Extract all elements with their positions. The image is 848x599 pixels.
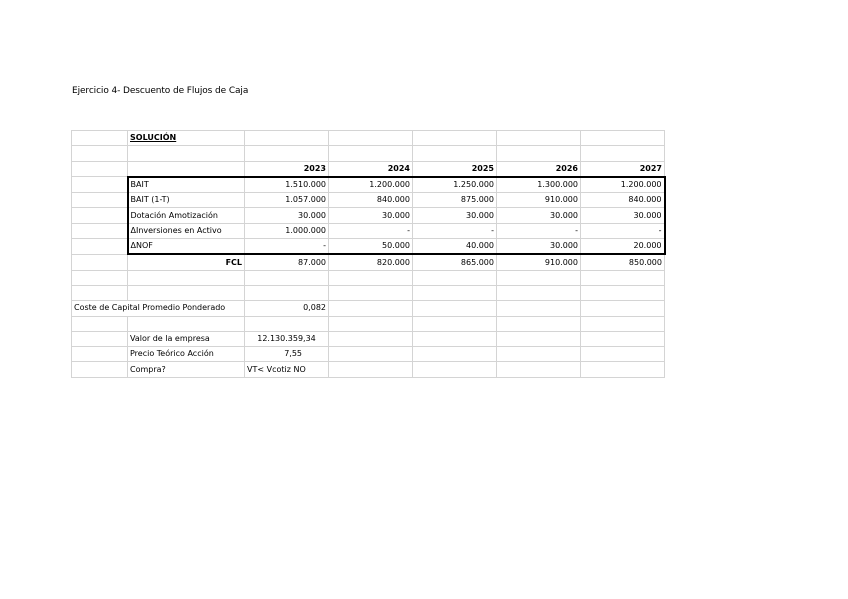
year-header[interactable]: 2024	[329, 161, 413, 177]
cell[interactable]	[329, 347, 413, 362]
firm-value-row	[72, 331, 665, 346]
cell[interactable]	[581, 301, 665, 316]
cell[interactable]	[245, 270, 329, 285]
fcl-value[interactable]: 820.000	[329, 254, 413, 270]
cell[interactable]	[413, 362, 497, 377]
firm-value[interactable]: 12.130.359,34	[245, 331, 329, 346]
table-row	[72, 131, 665, 146]
value-cell[interactable]: 30.000	[497, 239, 581, 255]
cell[interactable]	[581, 347, 665, 362]
cell[interactable]	[413, 331, 497, 346]
cell[interactable]	[329, 146, 413, 161]
cell[interactable]	[581, 362, 665, 377]
fcl-row	[72, 254, 665, 270]
cell[interactable]	[128, 146, 245, 161]
years-row	[72, 161, 665, 177]
table-row	[72, 208, 665, 223]
cell[interactable]	[329, 301, 413, 316]
table-row	[72, 270, 665, 285]
cell[interactable]	[245, 131, 329, 146]
value-cell[interactable]: 30.000	[581, 208, 665, 223]
table-row	[72, 177, 665, 193]
cell[interactable]	[72, 285, 128, 300]
value-cell[interactable]: -	[245, 239, 329, 255]
value-cell[interactable]: 1.200.000	[581, 177, 665, 193]
page-title: Ejercicio 4- Descuento de Flujos de Caja	[72, 86, 249, 96]
cell[interactable]	[245, 316, 329, 331]
cell[interactable]	[413, 347, 497, 362]
cell[interactable]	[72, 362, 128, 377]
value-cell[interactable]: 30.000	[413, 208, 497, 223]
year-header[interactable]: 2025	[413, 161, 497, 177]
cell[interactable]	[329, 362, 413, 377]
table-row	[72, 193, 665, 208]
fcl-value[interactable]: 865.000	[413, 254, 497, 270]
fcl-value[interactable]: 910.000	[497, 254, 581, 270]
cell[interactable]	[497, 301, 581, 316]
cell[interactable]	[72, 239, 128, 255]
cell[interactable]	[329, 285, 413, 300]
value-cell[interactable]: 840.000	[581, 193, 665, 208]
value-cell[interactable]: 40.000	[413, 239, 497, 255]
cell[interactable]	[329, 131, 413, 146]
buy-row	[72, 362, 665, 377]
fcl-label[interactable]: FCL	[128, 254, 245, 270]
value-cell[interactable]: 20.000	[581, 239, 665, 255]
value-cell[interactable]: 30.000	[245, 208, 329, 223]
cell[interactable]	[413, 131, 497, 146]
value-cell[interactable]: -	[497, 223, 581, 238]
value-cell[interactable]: 910.000	[497, 193, 581, 208]
year-header[interactable]: 2027	[581, 161, 665, 177]
cell[interactable]	[72, 193, 128, 208]
value-cell[interactable]: -	[329, 223, 413, 238]
cell[interactable]	[497, 285, 581, 300]
year-header[interactable]: 2026	[497, 161, 581, 177]
cell[interactable]	[497, 131, 581, 146]
row-label[interactable]: ΔInversiones en Activo	[128, 223, 245, 238]
cell[interactable]	[72, 146, 128, 161]
cell[interactable]	[581, 285, 665, 300]
cell[interactable]	[329, 270, 413, 285]
cell[interactable]	[72, 131, 128, 146]
row-label[interactable]: Dotación Amotización	[128, 208, 245, 223]
table-row	[72, 146, 665, 161]
value-cell[interactable]: 50.000	[329, 239, 413, 255]
buy-value[interactable]: VT< Vcotiz NO	[245, 362, 329, 377]
wacc-label[interactable]: Coste de Capital Promedio Ponderado	[72, 301, 245, 316]
row-label[interactable]: BAIT (1-T)	[128, 193, 245, 208]
value-cell[interactable]: 30.000	[497, 208, 581, 223]
cell[interactable]	[413, 316, 497, 331]
cell[interactable]	[413, 270, 497, 285]
cell[interactable]	[128, 161, 245, 177]
value-cell[interactable]: -	[413, 223, 497, 238]
cell[interactable]	[497, 347, 581, 362]
row-label[interactable]: BAIT	[128, 177, 245, 193]
fcl-value[interactable]: 87.000	[245, 254, 329, 270]
buy-label[interactable]: Compra?	[128, 362, 245, 377]
cell[interactable]	[72, 223, 128, 238]
table-row	[72, 223, 665, 238]
value-cell[interactable]: 1.510.000	[245, 177, 329, 193]
firm-value-label[interactable]: Valor de la empresa	[128, 331, 245, 346]
value-cell[interactable]: 1.200.000	[329, 177, 413, 193]
table-row	[72, 239, 665, 255]
cell[interactable]	[128, 316, 245, 331]
cell[interactable]	[413, 285, 497, 300]
cell[interactable]	[497, 316, 581, 331]
spreadsheet-table	[71, 130, 666, 378]
value-cell[interactable]: 1.300.000	[497, 177, 581, 193]
value-cell[interactable]: -	[581, 223, 665, 238]
solution-heading[interactable]: SOLUCIÓN	[128, 131, 245, 146]
cell[interactable]	[497, 270, 581, 285]
cell[interactable]	[72, 347, 128, 362]
share-price-value[interactable]: 7,55	[245, 347, 329, 362]
value-cell[interactable]: 30.000	[329, 208, 413, 223]
share-price-label[interactable]: Precio Teórico Acción	[128, 347, 245, 362]
cell[interactable]	[72, 254, 128, 270]
cell[interactable]	[72, 177, 128, 193]
cell[interactable]	[245, 146, 329, 161]
fcl-value[interactable]: 850.000	[581, 254, 665, 270]
cell[interactable]	[581, 270, 665, 285]
cell[interactable]	[72, 161, 128, 177]
value-cell[interactable]: 840.000	[329, 193, 413, 208]
cell[interactable]	[329, 316, 413, 331]
cell[interactable]	[72, 331, 128, 346]
wacc-row	[72, 301, 665, 316]
value-cell[interactable]: 1.057.000	[245, 193, 329, 208]
cell[interactable]	[581, 131, 665, 146]
cell[interactable]	[581, 146, 665, 161]
cell[interactable]	[329, 331, 413, 346]
cell[interactable]	[413, 146, 497, 161]
value-cell[interactable]: 875.000	[413, 193, 497, 208]
share-price-row	[72, 347, 665, 362]
value-cell[interactable]: 1.250.000	[413, 177, 497, 193]
cell[interactable]	[413, 301, 497, 316]
cell[interactable]	[497, 362, 581, 377]
cell[interactable]	[72, 316, 128, 331]
value-cell[interactable]: 1.000.000	[245, 223, 329, 238]
cell[interactable]	[128, 285, 245, 300]
cell[interactable]	[245, 285, 329, 300]
year-header[interactable]: 2023	[245, 161, 329, 177]
cell[interactable]	[128, 270, 245, 285]
table-row	[72, 316, 665, 331]
wacc-value[interactable]: 0,082	[245, 301, 329, 316]
row-label[interactable]: ΔNOF	[128, 239, 245, 255]
cell[interactable]	[581, 331, 665, 346]
cell[interactable]	[72, 270, 128, 285]
cell[interactable]	[497, 331, 581, 346]
table-row	[72, 285, 665, 300]
cell[interactable]	[497, 146, 581, 161]
cell[interactable]	[581, 316, 665, 331]
cell[interactable]	[72, 208, 128, 223]
